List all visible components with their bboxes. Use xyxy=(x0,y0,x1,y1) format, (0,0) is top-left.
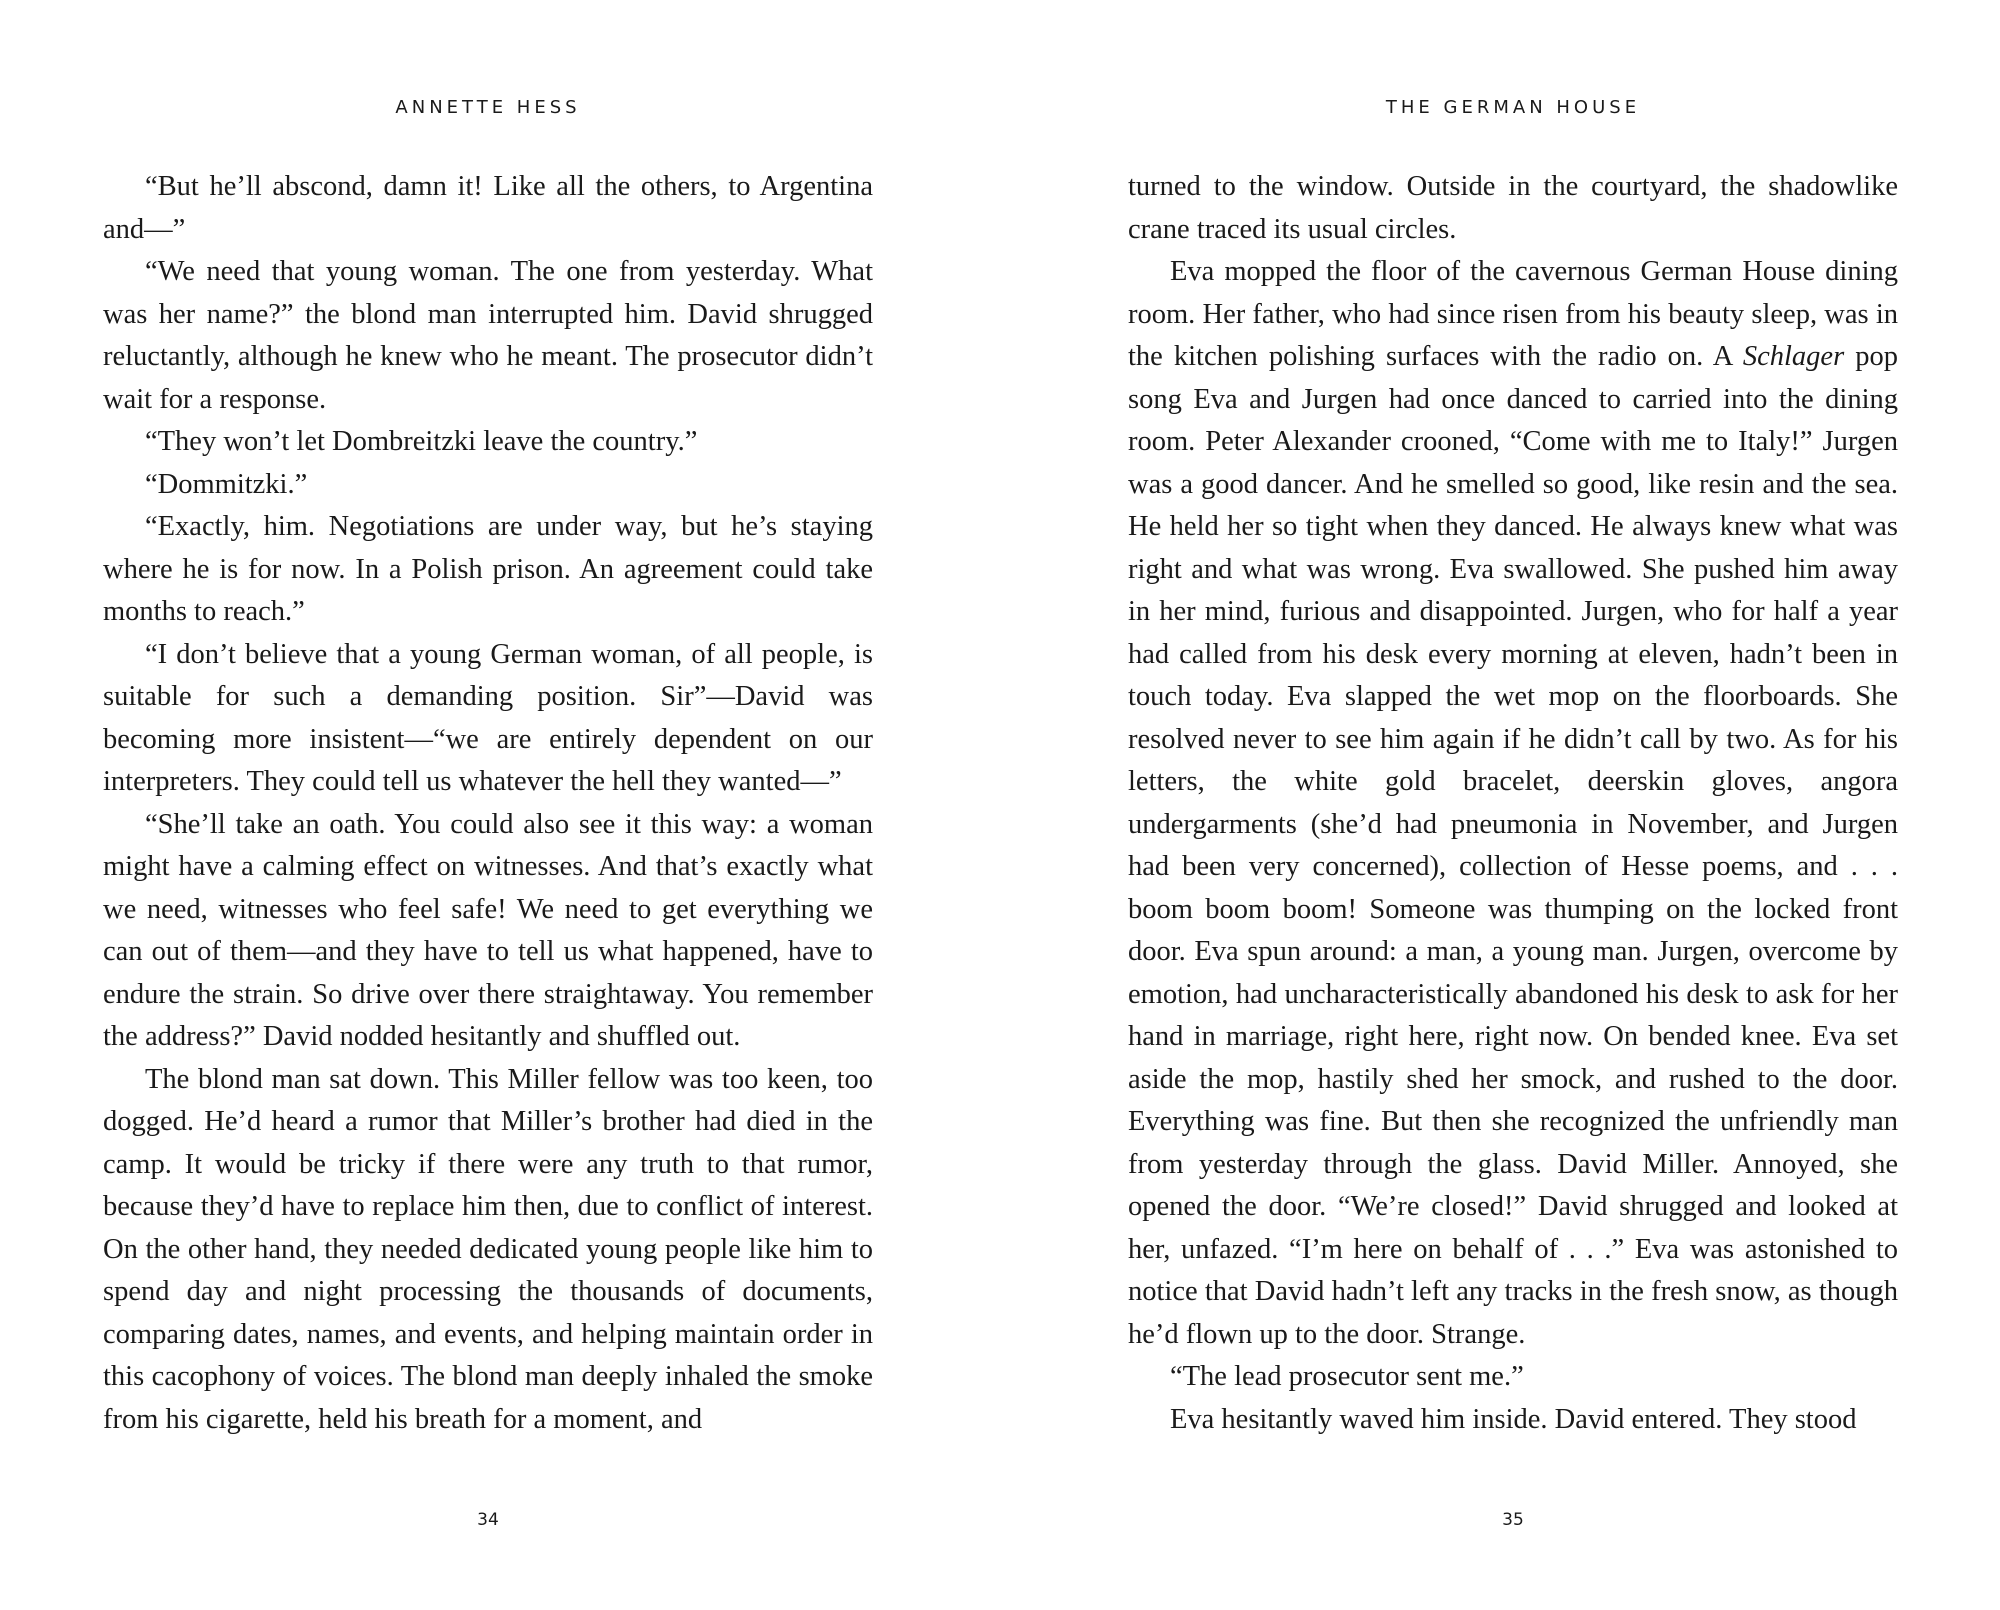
paragraph: “She’ll take an oath. You could also see it this way: a woman might have a calming effect on witnesses. And that’s exactly what we need, witnesses who feel safe! We need to get everything we can out of them—and they have to tell us what happened, have to endure the strain. So drive over there straightaway. You remember the address?” David nodded hesitantly and shuffled out. xyxy=(103,808,873,1052)
paragraph: “We need that young woman. The one from yesterday. What was her name?” the blond man interrupted him. David shrugged reluctantly, although he knew who he meant. The prosecutor didn’t wait for a response. xyxy=(103,256,873,415)
paragraph xyxy=(1128,251,1898,1356)
right-page-body xyxy=(1128,166,1898,1441)
paragraph: “Exactly, him. Negotiations are under way, but he’s staying where he is for now. In a Polish prison. An agreement could take months to reach.” xyxy=(103,511,873,627)
running-head-title: THE GERMAN HOUSE xyxy=(1385,97,1641,118)
left-page-body xyxy=(103,166,873,1441)
page-number-right: 35 xyxy=(1502,1510,1524,1530)
right-page xyxy=(1128,0,1898,1610)
paragraph: Eva hesitantly waved him inside. David entered. They stood xyxy=(1170,1403,1857,1435)
italic-term: Schlager xyxy=(1742,341,1845,372)
paragraph: “I don’t believe that a young German woman, of all people, is suitable for such a demanding position. Sir”—David was becoming more insistent—“we are entirely dependent on our interpreters. They could tell us whatever the hell they wanted—” xyxy=(103,638,873,797)
paragraph: “They won’t let Dombreitzki leave the country.” xyxy=(145,426,698,457)
paragraph: “Dommitzki.” xyxy=(145,468,308,500)
paragraph-text: Eva mopped the floor of the cavernous German House dining room. Her father, who had since risen from his beauty sleep, was in the kitchen polishing surfaces with the radio on. A xyxy=(1128,256,1898,372)
left-page xyxy=(103,0,873,1610)
paragraph: “The lead prosecutor sent me.” xyxy=(1170,1361,1524,1392)
page-number-left: 34 xyxy=(477,1510,499,1530)
paragraph: “But he’ll abscond, damn it! Like all the others, to Argentina and—” xyxy=(103,171,873,245)
paragraph-text: pop song Eva and Jurgen had once danced to carried into the dining room. Peter Alexander crooned, “Come with me to Italy!” Jurgen was a good dancer. And he smelled so good, like resin and the sea. He held her so tight when they danced. He always knew what was right and what was wrong. Eva swallowed. She pushed him away in her mind, furious and disappointed. Jurgen, who for half a year had called from his desk every morning at eleven, hadn’t been in touch today. Eva slapped the wet mop on the floorboards. She resolved never to see him again if he didn’t call by two. As for his letters, the white gold bracelet, deerskin gloves, angora undergarments (she’d had pneumonia in November, and Jurgen had been very concerned), collection of Hesse poems, and . . . boom boom boom! Someone was thumping on the locked front door. Eva spun around: a man, a young man. Jurgen, overcome by emotion, had uncharacteristically abandoned his desk to ask for her hand in marriage, right here, right now. On bended knee. Eva set aside the mop, hastily shed her smock, and rushed to the door. Everything was fine. But then she recognized the unfriendly man from yesterday through the glass. David Miller. Annoyed, she opened the door. “We’re closed!” David shrugged and looked at her, unfazed. “I’m here on behalf of . . .” Eva was astonished to notice that David hadn’t left any tracks in the fresh snow, as though he’d flown up to the door. Strange. xyxy=(1128,341,1898,1350)
paragraph: The blond man sat down. This Miller fellow was too keen, too dogged. He’d heard a rumor that Miller’s brother had died in the camp. It would be tricky if there were any truth to that rumor, because they’d have to replace him then, due to conflict of interest. On the other hand, they needed dedicated young people like him to spend day and night processing the thousands of documents, comparing dates, names, and events, and helping maintain order in this cacophony of voices. The blond man deeply inhaled the smoke from his cigarette, held his breath for a moment, and xyxy=(103,1063,873,1435)
paragraph-continued: turned to the window. Outside in the courtyard, the shadowlike crane traced its usual circles. xyxy=(1128,171,1898,245)
running-head-author: ANNETTE HESS xyxy=(395,97,581,118)
